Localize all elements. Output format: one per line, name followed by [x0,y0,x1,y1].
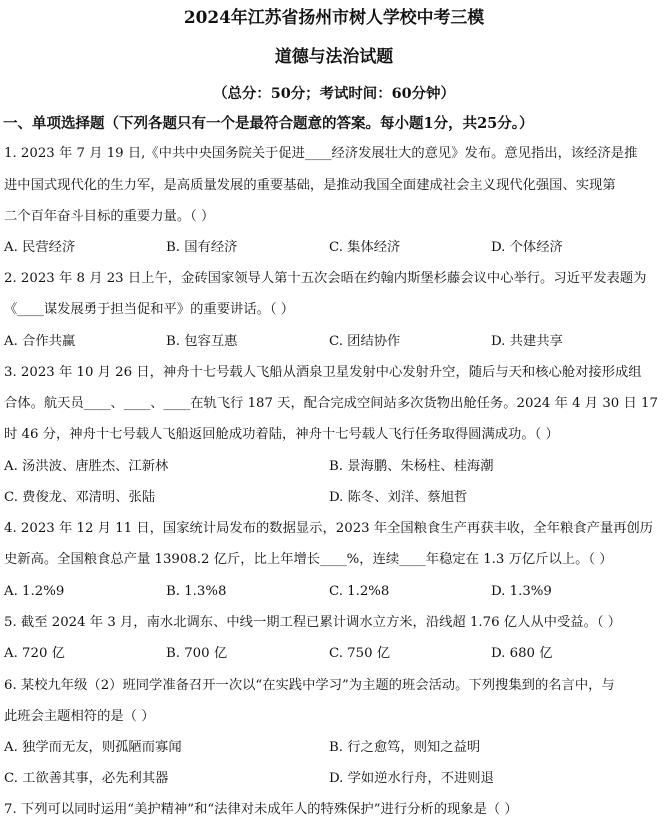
question-1-line-3: 二个百年奋斗目标的重要力量。（ ） [4,209,215,224]
question-5-option-d: D. 680 亿 [491,646,553,661]
question-6-option-b: B. 行之愈笃，则知之益明 [329,740,481,755]
question-6-option-a: A. 独学而无友，则孤陋而寡闻 [4,740,182,755]
question-2-option-b: B. 包容互惠 [166,334,238,349]
question-7-line-1: 7. 下列可以同时运用“美护精神”和“法律对未成年人的特殊保护”进行分析的现象是（ ） [4,802,518,817]
question-5-line-1: 5. 截至 2024 年 3 月，南水北调东、中线一期工程已累计调水立方米，沿线超 1.76 亿人从中受益。（ ） [4,615,622,630]
question-5-option-b: B. 700 亿 [166,646,228,661]
exam-info: （总分：50分；考试时间：60分钟） [213,85,455,102]
exam-title: 2024年江苏省扬州市树人学校中考三模 [183,7,485,27]
question-1-line-1: 1. 2023 年 7 月 19 日,《中共中央国务院关于促进____经济发展壮大的意见》发布。意见指出，该经济是推 [4,146,638,161]
question-1-option-a: A. 民营经济 [4,240,76,255]
question-4-option-a: A. 1.2%9 [4,584,65,599]
question-6-option-d: D. 学如逆水行舟，不进则退 [329,771,494,786]
question-4-option-d: D. 1.3%9 [491,584,552,599]
question-3-line-1: 3. 2023 年 10 月 26 日，神舟十七号载人飞船从酒泉卫星发射中心发射升空，随后与天和核心舱对接形成组 [4,365,642,380]
question-2-option-d: D. 共建共享 [491,334,563,349]
question-1-option-c: C. 集体经济 [329,240,401,255]
question-2-option-c: C. 团结协作 [329,334,401,349]
question-3-option-b: B. 景海鹏、朱杨柱、桂海潮 [329,459,494,474]
question-6-line-1: 6. 某校九年级（2）班同学准备召开一次以“在实践中学习”为主题的班会活动。下列搜集到的名言中，与 [4,678,615,693]
question-5-option-c: C. 750 亿 [329,646,391,661]
question-3-option-c: C. 费俊龙、邓清明、张陆 [4,490,156,505]
question-3-option-a: A. 汤洪波、唐胜杰、江新林 [4,459,169,474]
question-4-line-1: 4. 2023 年 12 月 11 日，国家统计局发布的数据显示，2023 年全国粮食生产再获丰收，全年粮食产量再创历 [4,521,654,536]
question-5-option-a: A. 720 亿 [4,646,65,661]
question-6-option-c: C. 工欲善其事，必先利其器 [4,771,169,786]
question-3-line-2: 合体。航天员____、____、____在轨飞行 187 天，配合完成空间站多次货物出舱任务。2024 年 4 月 30 日 17 [4,396,658,411]
question-1-option-d: D. 个体经济 [491,240,563,255]
section-heading: 一、单项选择题（下列各题只有一个是最符合题意的答案。每小题1分，共25分。） [3,115,534,132]
exam-subject: 道德与法治试题 [274,46,394,66]
question-2-line-1: 2. 2023 年 8 月 23 日上午，金砖国家领导人第十五次会晤在约翰内斯堡杉藤会议中心举行。习近平发表题为 [4,271,647,286]
question-1-line-2: 进中国式现代化的生力军，是高质量发展的重要基础，是推动我国全面建成社会主义现代化强国、实现第 [4,178,616,193]
question-4-option-c: C. 1.2%8 [329,584,390,599]
question-1-option-b: B. 国有经济 [166,240,238,255]
question-2-line-2: 《____谋发展勇于担当促和平》的重要讲话。（ ） [4,302,295,317]
question-3-line-3: 时 46 分，神舟十七号载人飞船返回舱成功着陆，神舟十七号载人飞行任务取得圆满成功。（ ） [4,427,559,442]
question-6-line-2: 此班会主题相符的是（ ） [4,709,155,724]
question-4-line-2: 史新高。全国粮食总产量 13908.2 亿斤，比上年增长____%，连续____年稳定在 1.3 万亿斤以上。（ ） [4,552,613,567]
question-3-option-d: D. 陈冬、刘洋、蔡旭哲 [329,490,468,505]
question-2-option-a: A. 合作共赢 [4,334,76,349]
question-4-option-b: B. 1.3%8 [166,584,227,599]
